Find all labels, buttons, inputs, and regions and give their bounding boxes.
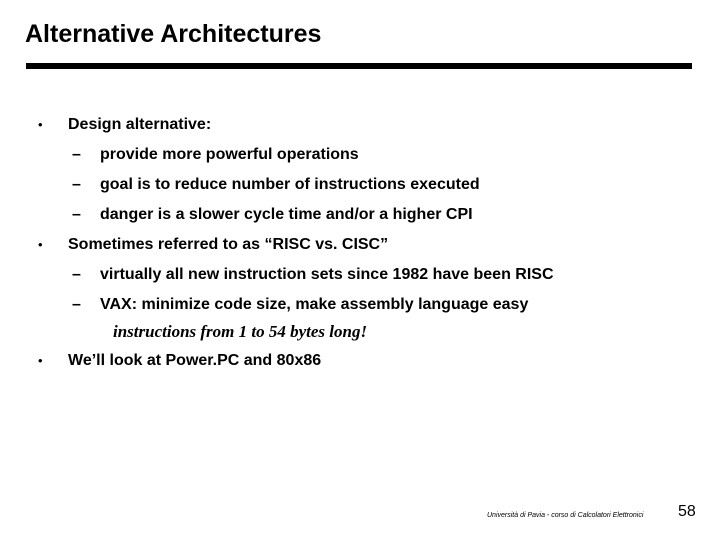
slide-footer: Università di Pavia - corso di Calcolatori Elettronici xyxy=(487,512,644,519)
dash-marker: – xyxy=(72,146,81,163)
page-number: 58 xyxy=(678,503,696,520)
bullet-design-alternative: Design alternative: xyxy=(68,116,212,133)
bullet-marker: • xyxy=(38,237,43,252)
sub-bullet-text: virtually all new instruction sets since 1982 have been RISC xyxy=(100,266,554,283)
bullet-powerpc-80x86: We’ll look at Power.PC and 80x86 xyxy=(68,352,322,369)
sub-bullet-text: goal is to reduce number of instructions executed xyxy=(100,176,480,193)
sub-bullet xyxy=(72,296,528,314)
slide-title: Alternative Architectures xyxy=(25,20,322,48)
bullet-marker: • xyxy=(38,353,43,368)
dash-marker: – xyxy=(72,296,81,313)
sub-bullet xyxy=(72,146,359,164)
dash-marker: – xyxy=(72,176,81,193)
sub-bullet-text: danger is a slower cycle time and/or a higher CPI xyxy=(100,206,473,223)
sub-bullet xyxy=(72,266,554,284)
bullet-risc-vs-cisc: Sometimes referred to as “RISC vs. CISC” xyxy=(68,236,389,253)
sub-bullet xyxy=(72,206,473,224)
sub-bullet-text: provide more powerful operations xyxy=(100,146,359,163)
dash-marker: – xyxy=(72,206,81,223)
vax-note: instructions from 1 to 54 bytes long! xyxy=(113,322,368,341)
title-divider xyxy=(26,63,692,69)
sub-bullet xyxy=(72,176,480,194)
dash-marker: – xyxy=(72,266,81,283)
sub-bullet-text: VAX: minimize code size, make assembly language easy xyxy=(100,296,529,313)
bullet-marker: • xyxy=(38,117,43,132)
